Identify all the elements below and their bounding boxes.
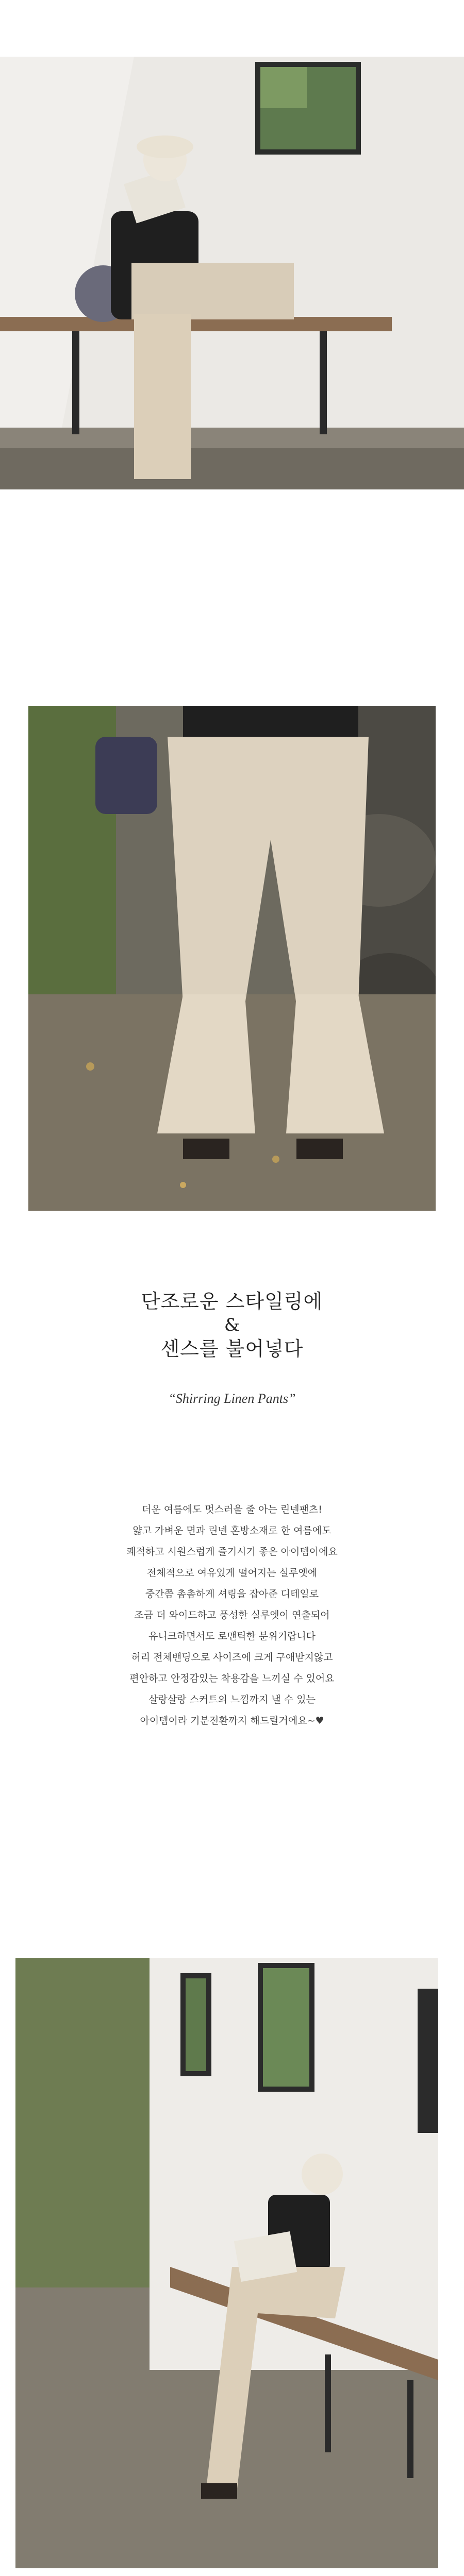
description-line: 유니크하면서도 로맨틱한 분위기랍니다: [148, 1631, 316, 1642]
description-line: 살랑살랑 스커트의 느낌까지 낼 수 있는: [148, 1694, 316, 1705]
headline: [0, 1288, 464, 1362]
description-line: 중간쯤 촘촘하게 셔링을 잡아준 디테일로: [145, 1588, 319, 1600]
description-line: 조금 더 와이드하고 풍성한 실루엣이 연출되어: [134, 1609, 330, 1621]
photo-seated-reading-bench: [0, 57, 464, 489]
photo-pants-closeup: [28, 706, 436, 1211]
headline-line-2: 센스를 불어넣다: [160, 1337, 304, 1360]
description-line: 전체적으로 여유있게 떨어지는 실루엣에: [146, 1567, 318, 1579]
headline-line-1: 단조로운 스타일링에: [141, 1290, 323, 1313]
description-line: 더운 여름에도 멋스러울 줄 아는 린넨팬츠!: [142, 1504, 322, 1515]
description-line: 허리 전체밴딩으로 사이즈에 크게 구애받지않고: [131, 1652, 333, 1663]
product-subtitle: “Shirring Linen Pants”: [168, 1391, 296, 1406]
product-description: [0, 1499, 464, 1732]
description-line: 쾌적하고 시원스럽게 즐기시기 좋은 아이템이에요: [126, 1546, 338, 1557]
headline-ampersand: &: [224, 1315, 240, 1335]
description-line: 얇고 가벼운 면과 린넨 혼방소재로 한 여름에도: [132, 1525, 332, 1536]
description-line: 아이템이라 기분전환까지 해드릴거에요~♥: [140, 1715, 324, 1726]
description-line: 편안하고 안정감있는 착용감을 느끼실 수 있어요: [129, 1673, 335, 1684]
photo-bench-side-view: [15, 1958, 438, 2568]
